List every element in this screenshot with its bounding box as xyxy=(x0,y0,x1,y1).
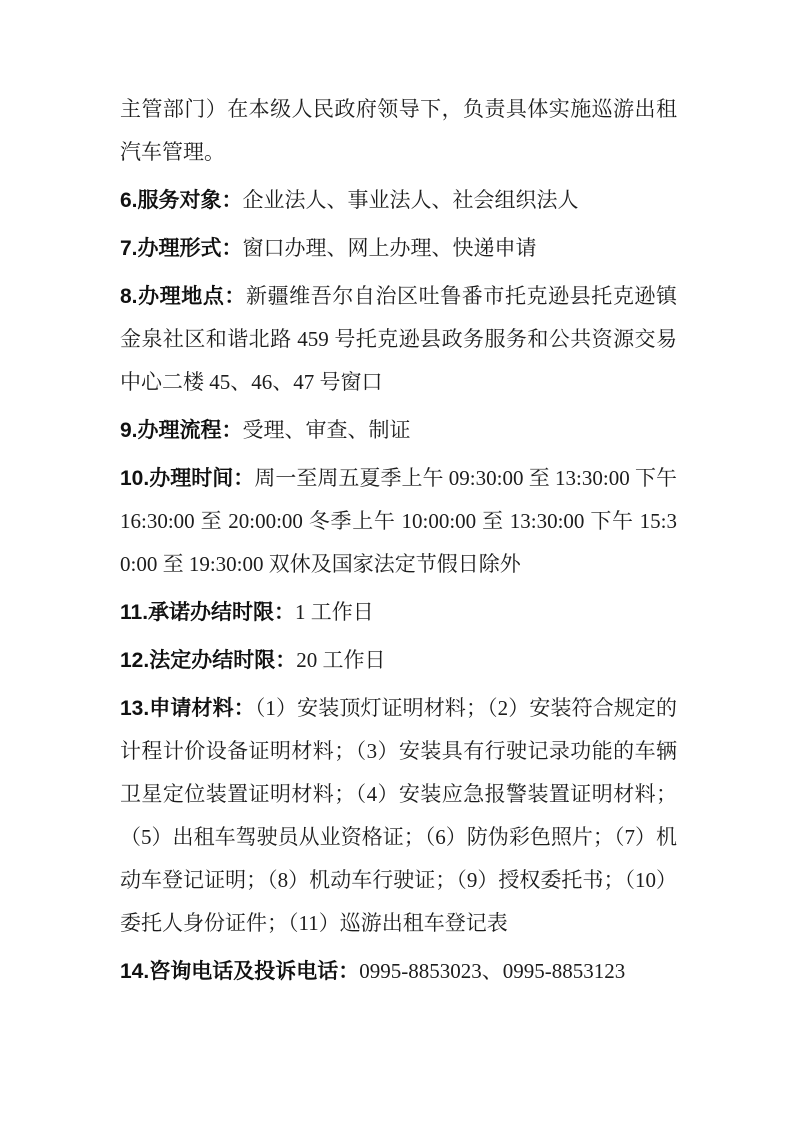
item-6-label: 6.服务对象： xyxy=(120,189,243,212)
list-item-12 xyxy=(120,639,677,682)
list-item-14 xyxy=(120,950,677,993)
continuation-text: 主管部门）在本级人民政府领导下，负责具体实施巡游出租汽车管理。 xyxy=(120,97,677,164)
list-item-11 xyxy=(120,591,677,634)
list-item-9 xyxy=(120,409,677,452)
list-item-7 xyxy=(120,227,677,270)
list-item-10 xyxy=(120,457,677,586)
item-13-content: （1）安装顶灯证明材料；（2）安装符合规定的计程计价设备证明材料；（3）安装具有行驶记录功能的车辆卫星定位装置证明材料；（4）安装应急报警装置证明材料；（5）出租车驾驶员从业资格证；（6）防伪彩色照片；（7）机动车登记证明；（8）机动车行驶证；（9）授权委托书；（10）委托人身份证件；（11）巡游出租车登记表 xyxy=(120,696,678,935)
item-14-content: 0995-8853023、0995-8853123 xyxy=(359,959,626,983)
item-14-label: 14.咨询电话及投诉电话： xyxy=(120,960,360,983)
item-11-content: 1 工作日 xyxy=(295,600,374,624)
item-11-label: 11.承诺办结时限： xyxy=(120,601,296,624)
item-8-content: 新疆维吾尔自治区吐鲁番市托克逊县托克逊镇金泉社区和谐北路 459 号托克逊县政务服务和公共资源交易中心二楼 45、46、47 号窗口 xyxy=(120,284,678,394)
item-7-label: 7.办理形式： xyxy=(120,237,243,260)
list-item-6 xyxy=(120,179,677,222)
item-9-content: 受理、审查、制证 xyxy=(242,418,411,442)
item-12-content: 20 工作日 xyxy=(296,648,386,672)
item-13-label: 13.申请材料： xyxy=(120,697,255,720)
paragraph-continuation xyxy=(120,88,677,174)
item-9-label: 9.办理流程： xyxy=(120,419,243,442)
item-12-label: 12.法定办结时限： xyxy=(120,649,297,672)
list-item-13 xyxy=(120,687,677,945)
item-8-label: 8.办理地点： xyxy=(120,285,246,308)
item-10-content: 周一至周五夏季上午 09:30:00 至 13:30:00 下午 16:30:00 至 20:00:00 冬季上午 10:00:00 至 13:30:00 下午 15:30:00 至 19:30:00 双休及国家法定节假日除外 xyxy=(120,466,677,576)
item-6-content: 企业法人、事业法人、社会组织法人 xyxy=(242,188,579,212)
list-item-8 xyxy=(120,275,677,404)
item-7-content: 窗口办理、网上办理、快递申请 xyxy=(242,236,537,260)
item-10-label: 10.办理时间： xyxy=(120,467,255,490)
